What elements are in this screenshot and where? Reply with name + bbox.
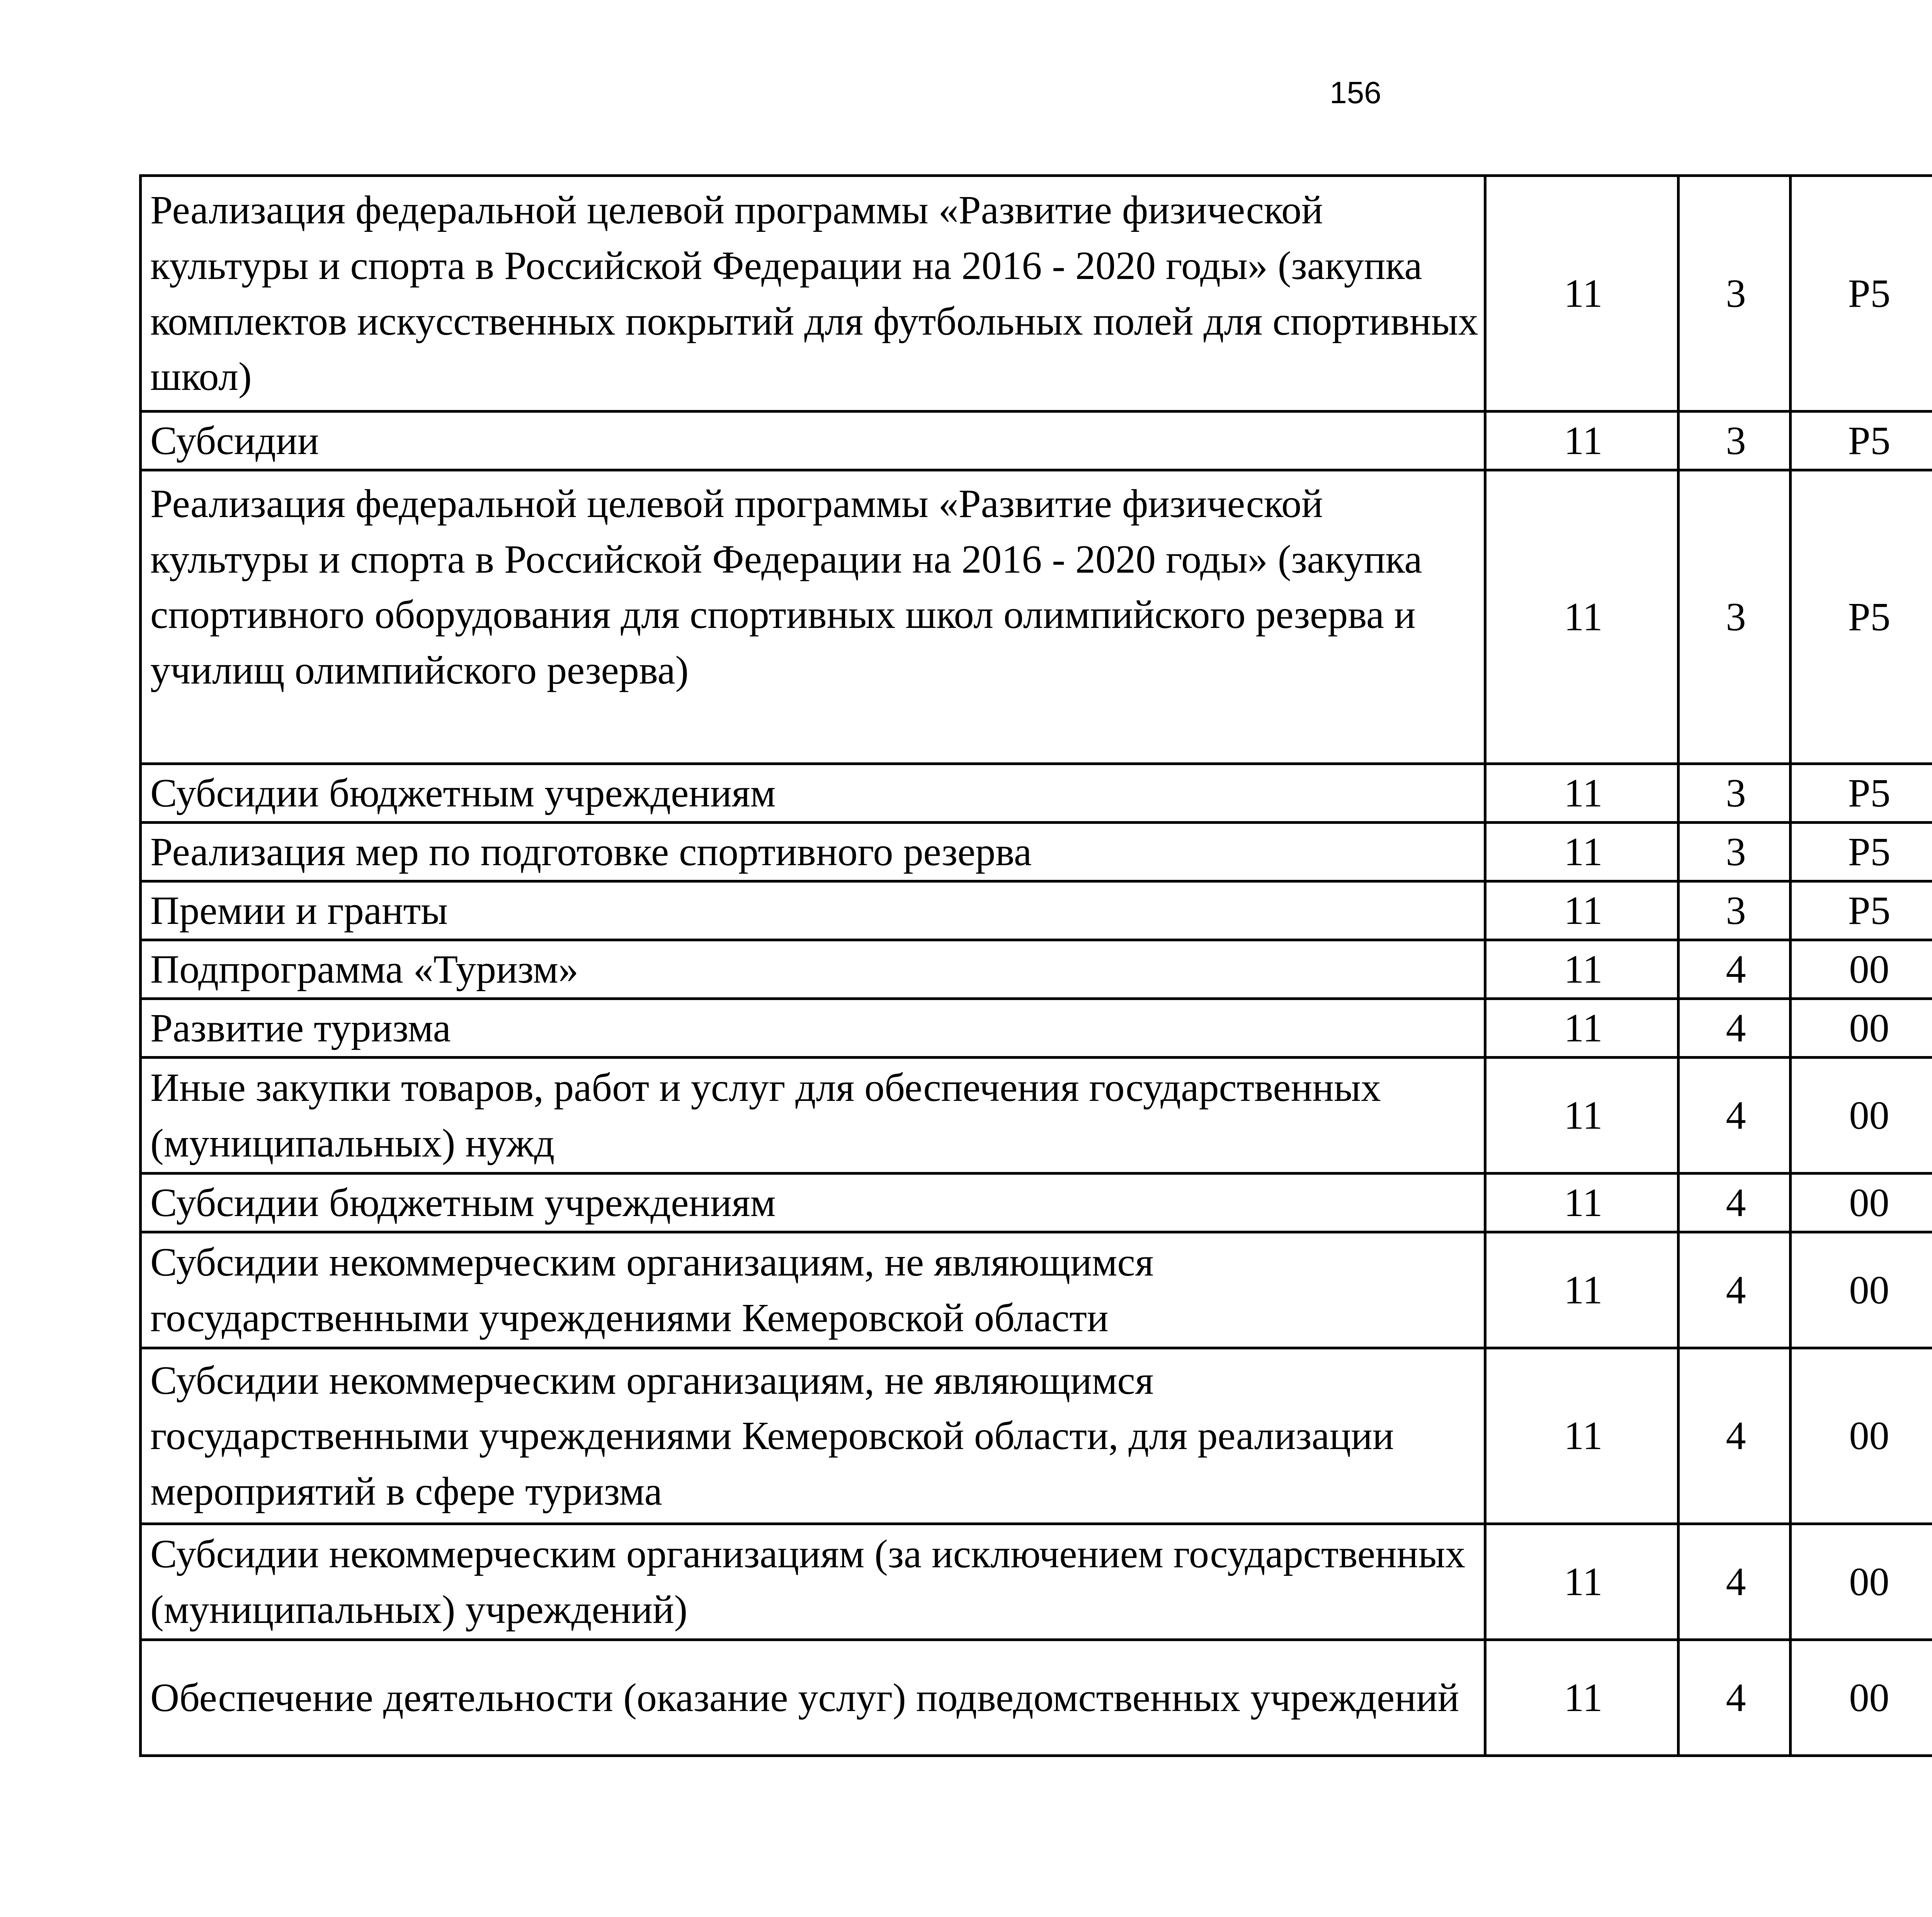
- row-program-code: Р5: [1791, 823, 1932, 881]
- row-description: Субсидии некоммерческим организациям, не являющимся государственными учреждениями Кемеровской области, для реализации мероприятий в сфере туризма: [141, 1348, 1485, 1524]
- row-section-code: 11: [1485, 1524, 1679, 1640]
- row-description: Премии и гранты: [141, 881, 1485, 940]
- row-program-code: Р5: [1791, 412, 1932, 470]
- row-subsection-code: 4: [1679, 1232, 1791, 1348]
- table-row: [141, 176, 1932, 412]
- table-row: [141, 1058, 1932, 1174]
- table-row: [141, 881, 1932, 940]
- row-program-code: 00: [1791, 999, 1932, 1058]
- row-description: Субсидии бюджетным учреждениям: [141, 1174, 1485, 1232]
- table-row: [141, 1640, 1932, 1756]
- row-subsection-code: 3: [1679, 823, 1791, 881]
- row-description: Подпрограмма «Туризм»: [141, 940, 1485, 999]
- row-description: Субсидии некоммерческим организациям (за исключением государственных (муниципальных) учреждений): [141, 1524, 1485, 1640]
- row-section-code: 11: [1485, 1174, 1679, 1232]
- row-program-code: 00: [1791, 1524, 1932, 1640]
- row-subsection-code: 4: [1679, 940, 1791, 999]
- page-number: 156: [1330, 75, 1381, 110]
- row-section-code: 11: [1485, 470, 1679, 764]
- row-section-code: 11: [1485, 1232, 1679, 1348]
- row-subsection-code: 3: [1679, 470, 1791, 764]
- row-description: Реализация федеральной целевой программы «Развитие физической культуры и спорта в Российской Федерации на 2016 - 2020 годы» (закупка спортивного оборудования для спортивных школ олимпийского резерва и училищ олимпийского резерва): [141, 470, 1485, 764]
- row-description: Обеспечение деятельности (оказание услуг) подведомственных учреждений: [141, 1640, 1485, 1756]
- row-subsection-code: 4: [1679, 1174, 1791, 1232]
- row-program-code: Р5: [1791, 176, 1932, 412]
- budget-table: [139, 174, 1932, 1757]
- row-subsection-code: 4: [1679, 1640, 1791, 1756]
- row-description: Реализация мер по подготовке спортивного резерва: [141, 823, 1485, 881]
- row-section-code: 11: [1485, 1348, 1679, 1524]
- row-subsection-code: 3: [1679, 176, 1791, 412]
- row-subsection-code: 4: [1679, 999, 1791, 1058]
- table-row: [141, 823, 1932, 881]
- row-description: Субсидии некоммерческим организациям, не являющимся государственными учреждениями Кемеровской области: [141, 1232, 1485, 1348]
- row-program-code: Р5: [1791, 470, 1932, 764]
- row-section-code: 11: [1485, 940, 1679, 999]
- row-description: Субсидии бюджетным учреждениям: [141, 764, 1485, 823]
- row-description: Реализация федеральной целевой программы «Развитие физической культуры и спорта в Российской Федерации на 2016 - 2020 годы» (закупка комплектов искусственных покрытий для футбольных полей для спортивных школ): [141, 176, 1485, 412]
- row-program-code: 00: [1791, 1174, 1932, 1232]
- row-subsection-code: 4: [1679, 1058, 1791, 1174]
- row-section-code: 11: [1485, 1640, 1679, 1756]
- row-section-code: 11: [1485, 999, 1679, 1058]
- row-section-code: 11: [1485, 764, 1679, 823]
- row-section-code: 11: [1485, 412, 1679, 470]
- table-row: [141, 1174, 1932, 1232]
- table-row: [141, 470, 1932, 764]
- row-section-code: 11: [1485, 176, 1679, 412]
- row-subsection-code: 3: [1679, 412, 1791, 470]
- row-program-code: 00: [1791, 1640, 1932, 1756]
- row-subsection-code: 3: [1679, 881, 1791, 940]
- table-row: [141, 999, 1932, 1058]
- row-program-code: Р5: [1791, 881, 1932, 940]
- row-program-code: 00: [1791, 1058, 1932, 1174]
- row-section-code: 11: [1485, 881, 1679, 940]
- row-subsection-code: 3: [1679, 764, 1791, 823]
- row-subsection-code: 4: [1679, 1348, 1791, 1524]
- row-program-code: 00: [1791, 940, 1932, 999]
- row-description: Развитие туризма: [141, 999, 1485, 1058]
- table-row: [141, 1348, 1932, 1524]
- row-program-code: 00: [1791, 1232, 1932, 1348]
- row-subsection-code: 4: [1679, 1524, 1791, 1640]
- table-row: [141, 764, 1932, 823]
- table-row: [141, 1232, 1932, 1348]
- row-section-code: 11: [1485, 1058, 1679, 1174]
- row-description: Иные закупки товаров, работ и услуг для обеспечения государственных (муниципальных) нужд: [141, 1058, 1485, 1174]
- row-program-code: 00: [1791, 1348, 1932, 1524]
- table-row: [141, 412, 1932, 470]
- row-section-code: 11: [1485, 823, 1679, 881]
- table-row: [141, 1524, 1932, 1640]
- table-row: [141, 940, 1932, 999]
- row-program-code: Р5: [1791, 764, 1932, 823]
- row-description: Субсидии: [141, 412, 1485, 470]
